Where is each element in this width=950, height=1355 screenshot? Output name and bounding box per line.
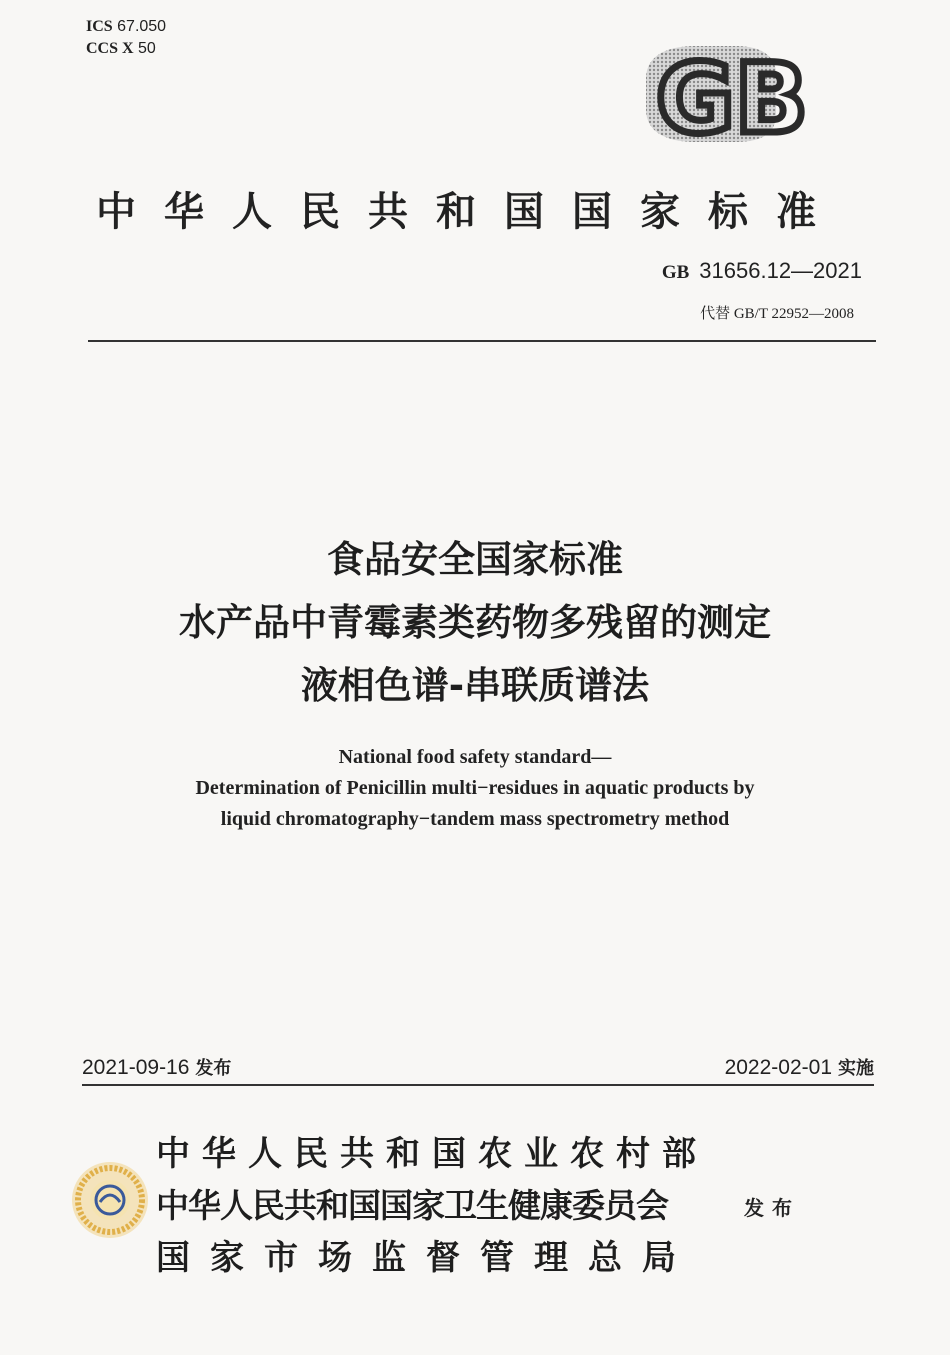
publish-label: 发布 — [744, 1196, 800, 1220]
title-en-line-1: National food safety standard— — [338, 746, 612, 768]
title-cn-line-3: 液相色谱-串联质谱法 — [300, 664, 650, 707]
ccs-code: CCS X 50 — [86, 40, 156, 57]
emblem-seal-icon — [70, 1160, 150, 1240]
chinese-title — [0, 528, 950, 717]
ics-code: ICS 67.050 — [86, 18, 167, 35]
issuing-authorities — [156, 1128, 708, 1284]
issuer-2: 中华人民共和国国家卫生健康委员会 — [156, 1186, 668, 1225]
top-divider — [88, 340, 876, 342]
gb-logo-text: GB — [656, 44, 808, 144]
english-title — [0, 742, 950, 835]
title-en-line-3: liquid chromatography−tandem mass spectrometry method — [220, 808, 730, 830]
gb-logo-icon — [636, 44, 836, 144]
standard-code: 31656.12—2021 — [699, 258, 862, 283]
issuer-1: 中华人民共和国农业农村部 — [156, 1134, 708, 1174]
issuer-3: 国家市场监督管理总局 — [156, 1238, 696, 1278]
implementation-date: 2022-02-01 实施 — [724, 1056, 874, 1079]
issue-date: 2021-09-16 发布 — [82, 1056, 232, 1079]
title-en-line-2: Determination of Penicillin multi−residues in aquatic products by — [195, 777, 755, 799]
title-cn-line-2: 水产品中青霉素类药物多残留的测定 — [179, 601, 771, 644]
bottom-divider — [82, 1084, 874, 1086]
standard-number — [662, 258, 862, 284]
replaces-note: 代替 GB/T 22952—2008 — [700, 306, 854, 322]
standard-prefix: GB — [661, 262, 690, 283]
national-standard-heading: 中华人民共和国国家标准 — [96, 188, 844, 235]
classification-codes — [86, 16, 166, 60]
title-cn-line-1: 食品安全国家标准 — [327, 538, 623, 581]
